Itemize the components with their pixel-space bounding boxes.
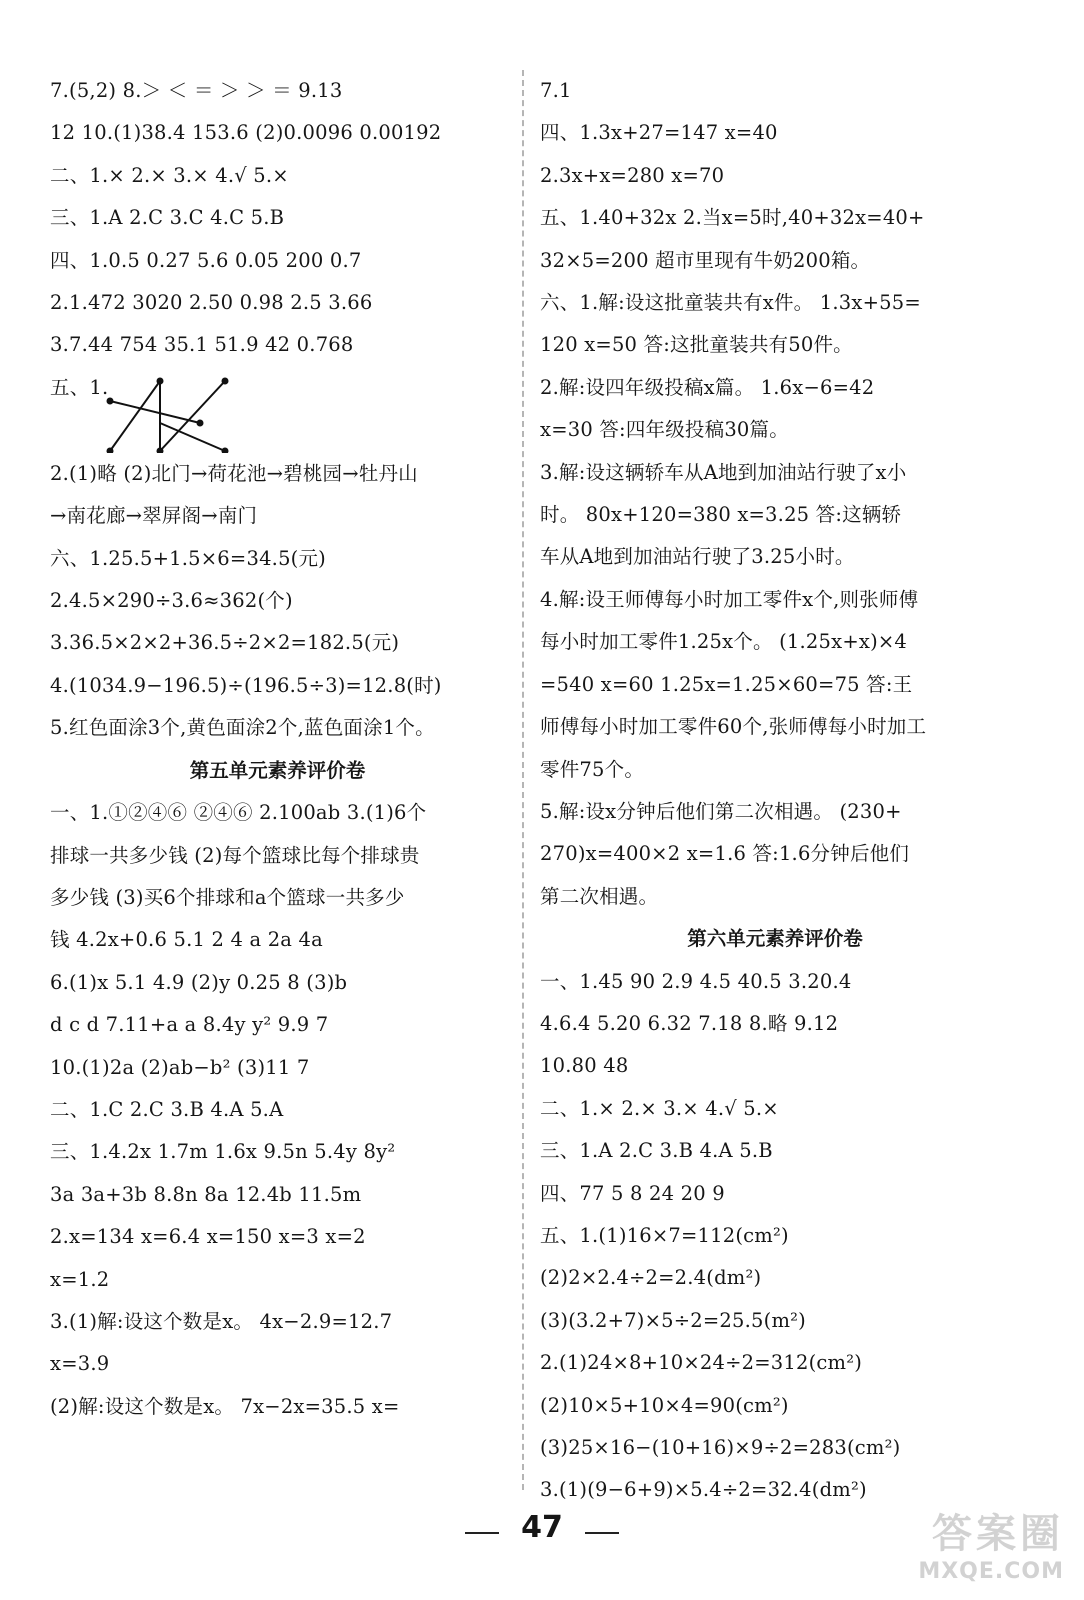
- answer-line: 零件75个。: [540, 757, 645, 781]
- footer-dash-right: [585, 1532, 619, 1534]
- match-dot: [197, 419, 204, 426]
- answer-line: 一、1.45 90 2.9 4.5 40.5 3.20.4: [540, 969, 852, 993]
- answer-line: 7.(5,2) 8.＞ ＜ ＝ ＞ ＞ ＝ 9.13: [50, 79, 343, 102]
- answer-line: 2.3x+x=280 x=70: [540, 163, 725, 187]
- answer-line: 2.解:设四年级投稿x篇。 1.6x−6=42: [540, 375, 875, 399]
- answer-line: 5.红色面涂3个,黄色面涂2个,蓝色面涂1个。: [50, 716, 435, 740]
- answer-line: 多少钱 (3)买6个排球和a个篮球一共多少: [50, 885, 405, 909]
- matching-label: 五、1.: [50, 375, 109, 399]
- answer-line: 2.1.472 3020 2.50 0.98 2.5 3.66: [50, 291, 373, 315]
- watermark-logo: [918, 1502, 1064, 1584]
- answer-line: 第二次相遇。: [540, 884, 659, 908]
- right-column: [540, 70, 1010, 1512]
- answer-line: 二、1.C 2.C 3.B 4.A 5.A: [50, 1097, 284, 1121]
- matching-lines-diagram: [100, 373, 240, 453]
- answer-line: 四、1.3x+27=147 x=40: [540, 121, 778, 145]
- answer-line: 六、1.解:设这批童装共有x件。 1.3x+55=: [540, 291, 921, 315]
- answer-line: 五、1.(1)16×7=112(cm²): [540, 1223, 789, 1247]
- answer-line: 钱 4.2x+0.6 5.1 2 4 a 2a 4a: [50, 928, 323, 952]
- answer-line: 车从A地到加油站行驶了3.25小时。: [540, 545, 855, 569]
- answer-line: (3)25×16−(10+16)×9÷2=283(cm²): [540, 1436, 901, 1459]
- answer-line: 排球一共多少钱 (2)每个篮球比每个排球贵: [50, 843, 420, 867]
- answer-line: x=1.2: [50, 1267, 110, 1291]
- unit5-title: 第五单元素养评价卷: [189, 758, 366, 782]
- answer-line: 5.解:设x分钟后他们第二次相遇。 (230+: [540, 799, 902, 823]
- answer-line: 2.(1)24×8+10×24÷2=312(cm²): [540, 1351, 863, 1375]
- answer-line: (2)解:设这个数是x。 7x−2x=35.5 x=: [50, 1394, 400, 1418]
- answers-unit5: [50, 792, 505, 1428]
- answer-line: 3.(1)解:设这个数是x。 4x−2.9=12.7: [50, 1309, 393, 1333]
- answer-line: (3)(3.2+7)×5÷2=25.5(m²): [540, 1308, 806, 1332]
- answer-line: 三、1.4.2x 1.7m 1.6x 9.5n 5.4y 8y²: [50, 1140, 396, 1164]
- answer-line: 10.80 48: [540, 1054, 629, 1078]
- footer-dash-left: [465, 1532, 499, 1534]
- answer-line: 2.x=134 x=6.4 x=150 x=3 x=2: [50, 1225, 366, 1249]
- answer-line: 3.36.5×2×2+36.5÷2×2=182.5(元): [50, 631, 400, 655]
- answer-line: 2.(1)略 (2)北门→荷花池→碧桃园→牡丹山: [50, 461, 418, 485]
- answer-line: (2)2×2.4÷2=2.4(dm²): [540, 1266, 762, 1290]
- answer-line: 3.解:设这辆轿车从A地到加油站行驶了x小: [540, 460, 907, 484]
- matching-question: [50, 367, 505, 453]
- answer-line: x=30 答:四年级投稿30篇。: [540, 418, 789, 442]
- answers-unit5-continued: [540, 70, 1010, 918]
- answer-line: 3a 3a+3b 8.8n 8a 12.4b 11.5m: [50, 1182, 362, 1206]
- match-line: [110, 381, 160, 451]
- answer-line: 3.(1)(9−6+9)×5.4÷2=32.4(dm²): [540, 1478, 867, 1502]
- answer-line: 4.解:设王师傅每小时加工零件x个,则张师傅: [540, 587, 919, 611]
- watermark-text: 答案圈: [932, 1511, 1064, 1557]
- answer-line: 四、77 5 8 24 20 9: [540, 1181, 725, 1205]
- answer-line: x=3.9: [50, 1352, 110, 1376]
- answer-line: 时。 80x+120=380 x=3.25 答:这辆轿: [540, 503, 902, 527]
- match-line: [160, 423, 225, 451]
- answer-line: 270)x=400×2 x=1.6 答:1.6分钟后他们: [540, 842, 910, 866]
- match-dot: [107, 397, 114, 404]
- answer-line: 2.4.5×290÷3.6≈362(个): [50, 589, 293, 613]
- answer-line: d c d 7.11+a a 8.4y y² 9.9 7: [50, 1013, 329, 1037]
- answers-unit6: [540, 961, 1010, 1512]
- answer-line: →南花廊→翠屏阁→南门: [50, 504, 258, 528]
- answer-line: 四、1.0.5 0.27 5.6 0.05 200 0.7: [50, 248, 362, 272]
- answer-line: 4.6.4 5.20 6.32 7.18 8.略 9.12: [540, 1011, 839, 1035]
- answer-line: 二、1.× 2.× 3.× 4.√ 5.×: [50, 163, 289, 187]
- match-dot: [222, 447, 229, 453]
- answer-line: 6.(1)x 5.1 4.9 (2)y 0.25 8 (3)b: [50, 970, 348, 994]
- answer-line: 120 x=50 答:这批童装共有50件。: [540, 333, 853, 357]
- answer-line: 10.(1)2a (2)ab−b² (3)11 7: [50, 1055, 310, 1079]
- match-dot: [222, 377, 229, 384]
- answer-line: 三、1.A 2.C 3.B 4.A 5.B: [540, 1139, 773, 1163]
- answers-unit4-part1: [50, 70, 505, 367]
- answer-line: 每小时加工零件1.25x个。 (1.25x+x)×4: [540, 630, 908, 654]
- answer-line: (2)10×5+10×4=90(cm²): [540, 1393, 789, 1417]
- page-number: 47: [521, 1510, 563, 1545]
- answer-line: 六、1.25.5+1.5×6=34.5(元): [50, 546, 326, 570]
- unit6-title: 第六单元素养评价卷: [687, 927, 863, 951]
- answer-line: 一、1.①②④⑥ ②④⑥ 2.100ab 3.(1)6个: [50, 801, 427, 825]
- answer-line: 4.(1034.9−196.5)÷(196.5÷3)=12.8(时): [50, 673, 442, 697]
- answers-unit4-part2: [50, 453, 505, 750]
- answer-line: 五、1.40+32x 2.当x=5时,40+32x=40+: [540, 206, 925, 230]
- answer-line: 7.1: [540, 79, 572, 102]
- match-line: [110, 401, 200, 423]
- left-column: [50, 70, 505, 1428]
- answer-line: =540 x=60 1.25x=1.25×60=75 答:王: [540, 672, 913, 696]
- answer-line: 12 10.(1)38.4 153.6 (2)0.0096 0.00192: [50, 121, 442, 145]
- answer-line: 三、1.A 2.C 3.C 4.C 5.B: [50, 206, 285, 230]
- watermark-url: MXQE.COM: [918, 1559, 1064, 1584]
- answer-line: 二、1.× 2.× 3.× 4.√ 5.×: [540, 1096, 779, 1120]
- match-dot: [157, 377, 164, 384]
- column-divider: [522, 70, 524, 1490]
- answer-line: 32×5=200 超市里现有牛奶200箱。: [540, 248, 871, 272]
- answer-line: 师傅每小时加工零件60个,张师傅每小时加工: [540, 715, 927, 739]
- answer-line: 3.7.44 754 35.1 51.9 42 0.768: [50, 333, 354, 357]
